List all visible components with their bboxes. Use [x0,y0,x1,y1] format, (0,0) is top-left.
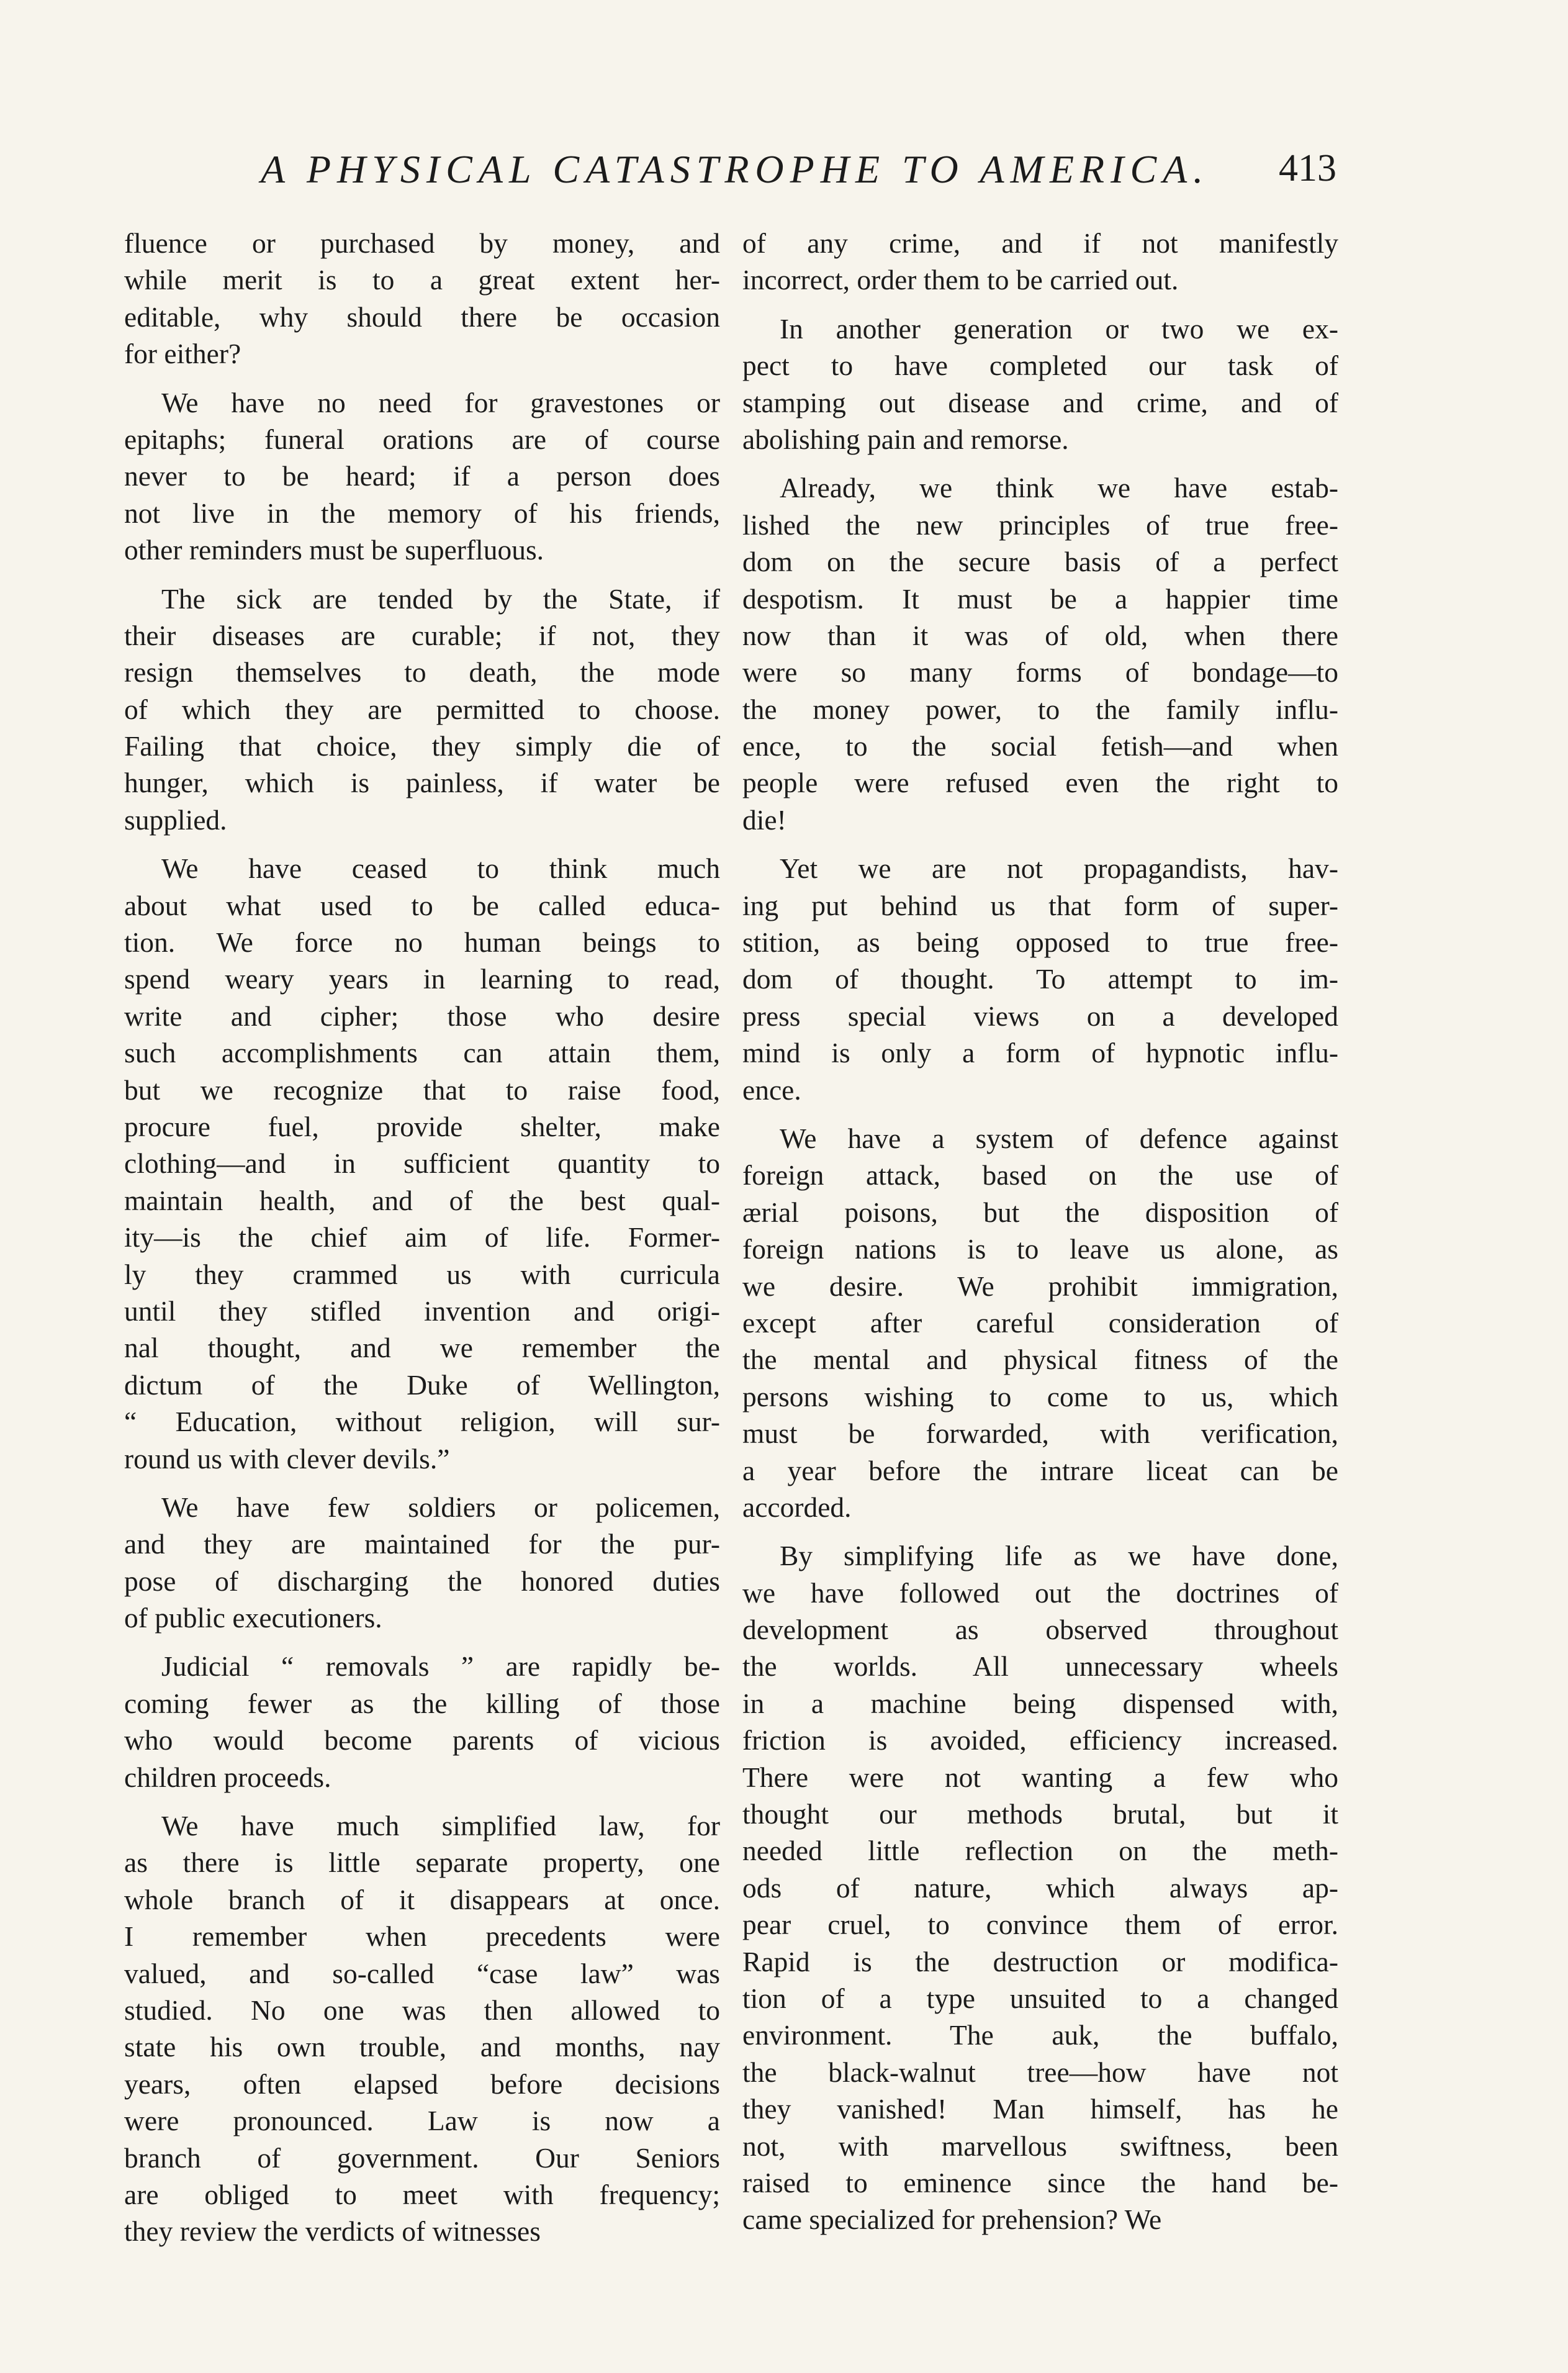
text-line: they review the verdicts of witnesses [124,2215,541,2248]
paragraph-gap [742,1526,1338,1537]
text-line: ly they crammed us with curricula [124,1258,720,1290]
text-line: were so many forms of bondage—to [742,656,1338,689]
text-line: We have ceased to think much [161,852,720,885]
text-line: children proceeds. [124,1761,331,1793]
paragraph [742,1537,1338,2238]
text-line: Rapid is the destruction or modifica- [742,1945,1338,1978]
paragraph [742,850,1338,1108]
text-line: friction is avoided, efficiency increased. [742,1724,1338,1756]
text-line: not live in the memory of his friends, [124,497,720,529]
text-line: the money power, to the family influ- [742,693,1338,725]
text-line: the mental and physical fitness of the [742,1344,1338,1376]
text-line: stition, as being opposed to true free- [742,926,1338,959]
text-line: until they stifled invention and origi- [124,1295,720,1327]
paragraph-gap [124,1636,720,1648]
text-line: die! [742,803,786,836]
text-line: development as observed throughout [742,1614,1338,1646]
text-line: we have followed out the doctrines of [742,1576,1338,1609]
text-line: maintain health, and of the best qual- [124,1184,720,1216]
paragraph-gap [742,838,1338,850]
right-column [742,225,1338,2238]
text-line: branch of government. Our Seniors [124,2141,720,2174]
text-line: supplied. [124,803,227,836]
text-line: are obliged to meet with frequency; [124,2178,720,2210]
text-line: tion. We force no human beings to [124,926,720,959]
text-line: not, with marvellous swiftness, been [742,2130,1338,2162]
text-line: never to be heard; if a person does [124,460,720,492]
text-line: and they are maintained for the pur- [124,1528,720,1560]
text-line: who would become parents of vicious [124,1724,720,1756]
text-line: ods of nature, which always ap- [742,1871,1338,1904]
text-line: such accomplishments can attain them, [124,1037,720,1069]
text-line: abolishing pain and remorse. [742,423,1069,455]
text-line: the black-walnut tree—how have not [742,2056,1338,2088]
paragraph-gap [742,1108,1338,1120]
text-line: incorrect, order them to be carried out. [742,264,1179,296]
running-head [0,147,1568,202]
text-line: We have few soldiers or policemen, [161,1491,720,1523]
text-line: ence, to the social fetish—and when [742,730,1338,762]
left-column [124,225,720,2250]
text-line: The sick are tended by the State, if [161,582,720,615]
text-line: but we recognize that to raise food, [124,1074,720,1106]
text-line: dictum of the Duke of Wellington, [124,1368,720,1401]
text-line: must be forwarded, with verification, [742,1417,1338,1450]
text-line: hunger, which is painless, if water be [124,767,720,799]
text-line: of which they are permitted to choose. [124,693,720,725]
text-line: raised to eminence since the hand be- [742,2166,1338,2199]
text-line: We have much simplified law, for [161,1810,720,1842]
text-line: they vanished! Man himself, has he [742,2093,1338,2125]
text-line: coming fewer as the killing of those [124,1687,720,1719]
text-line: despotism. It must be a happier time [742,582,1338,615]
text-line: spend weary years in learning to read, [124,963,720,995]
text-line: foreign nations is to leave us alone, as [742,1233,1338,1265]
text-line: in a machine being dispensed with, [742,1687,1338,1719]
paragraph [742,469,1338,838]
text-line: pear cruel, to convince them of error. [742,1909,1338,1941]
text-line: people were refused even the right to [742,767,1338,799]
text-line: press special views on a developed [742,1000,1338,1032]
text-line: clothing—and in sufficient quantity to [124,1147,720,1180]
text-line: the worlds. All unnecessary wheels [742,1650,1338,1683]
text-line: lished the new principles of true free- [742,508,1338,541]
text-line: other reminders must be superfluous. [124,534,544,566]
text-line: ing put behind us that form of super- [742,889,1338,921]
text-line: mind is only a form of hypnotic influ- [742,1037,1338,1069]
paragraph [742,310,1338,458]
paragraph [124,850,720,1477]
text-line: were pronounced. Law is now a [124,2105,720,2137]
paragraph [742,225,1338,299]
text-line: Failing that choice, they simply die of [124,730,720,762]
text-line: “ Education, without religion, will sur- [124,1406,720,1438]
text-line: except after careful consideration of [742,1306,1338,1339]
text-line: state his own trouble, and months, nay [124,2031,720,2063]
text-line: procure fuel, provide shelter, make [124,1110,720,1142]
text-line: round us with clever devils.” [124,1442,450,1475]
text-line: tion of a type unsuited to a changed [742,1982,1338,2014]
text-line: ence. [742,1074,801,1106]
text-line: persons wishing to come to us, which [742,1380,1338,1412]
text-line: of public executioners. [124,1602,382,1634]
paragraph [124,1807,720,2250]
text-line: while merit is to a great extent her- [124,264,720,296]
paragraph [124,1489,720,1637]
text-line: In another generation or two we ex- [780,312,1338,345]
text-line: accorded. [742,1491,852,1523]
paragraph-gap [742,458,1338,469]
text-line: fluence or purchased by money, and [124,227,720,259]
text-line: years, often elapsed before decisions [124,2068,720,2100]
text-line: There were not wanting a few who [742,1761,1338,1793]
paragraph [124,225,720,373]
text-line: editable, why should there be occasion [124,301,720,333]
text-line: pose of discharging the honored duties [124,1565,720,1597]
paragraph [124,1648,720,1796]
text-line: whole branch of it disappears at once. [124,1883,720,1915]
paragraph-gap [124,569,720,581]
paragraph-gap [124,373,720,384]
text-line: stamping out disease and crime, and of [742,386,1338,418]
text-line: as there is little separate property, one [124,1846,720,1879]
text-line: nal thought, and we remember the [124,1332,720,1364]
text-line: thought our methods brutal, but it [742,1798,1338,1830]
text-line: of any crime, and if not manifestly [742,227,1338,259]
text-line: a year before the intrare liceat can be [742,1454,1338,1486]
text-line: ity—is the chief aim of life. Former- [124,1221,720,1254]
text-line: epitaphs; funeral orations are of course [124,423,720,455]
text-line: Already, we think we have estab- [780,472,1338,504]
paragraph-gap [124,838,720,850]
text-line: dom of thought. To attempt to im- [742,963,1338,995]
text-line: we desire. We prohibit immigration, [742,1270,1338,1302]
text-line: write and cipher; those who desire [124,1000,720,1032]
text-line: ærial poisons, but the disposition of [742,1196,1338,1228]
paragraph [124,384,720,569]
text-line: studied. No one was then allowed to [124,1994,720,2026]
paragraph-gap [124,1796,720,1807]
text-line: their diseases are curable; if not, they [124,619,720,651]
text-line: pect to have completed our task of [742,350,1338,382]
paragraph-gap [124,1477,720,1489]
text-line: We have no need for gravestones or [161,386,720,418]
page-number: 413 [1279,147,1336,189]
text-line: Judicial “ removals ” are rapidly be- [161,1650,720,1683]
text-line: foreign attack, based on the use of [742,1159,1338,1191]
text-line: now than it was of old, when there [742,619,1338,651]
text-line: I remember when precedents were [124,1920,720,1953]
paragraph-gap [742,299,1338,310]
text-line: By simplifying life as we have done, [780,1540,1338,1572]
paragraph [742,1120,1338,1526]
text-line: We have a system of defence against [780,1122,1338,1154]
text-line: dom on the secure basis of a perfect [742,546,1338,578]
text-line: needed little reflection on the meth- [742,1835,1338,1867]
text-line: resign themselves to death, the mode [124,656,720,689]
text-line: for either? [124,338,241,370]
text-line: about what used to be called educa- [124,889,720,921]
paragraph [124,581,720,839]
text-line: came specialized for prehension? We [742,2204,1162,2236]
text-line: environment. The auk, the buffalo, [742,2019,1338,2051]
text-line: Yet we are not propagandists, hav- [780,852,1338,885]
running-title: A PHYSICAL CATASTROPHE TO AMERICA. [261,147,1210,191]
text-line: valued, and so-called “case law” was [124,1957,720,1989]
